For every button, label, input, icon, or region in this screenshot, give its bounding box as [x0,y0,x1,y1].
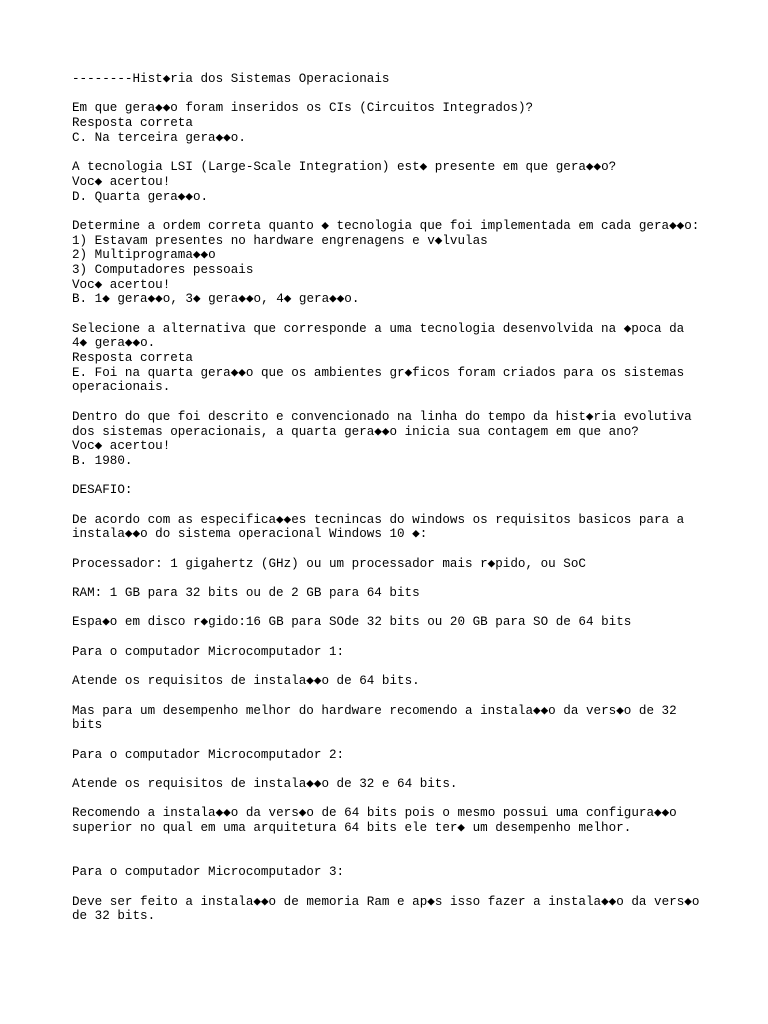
text-line: 1) Estavam presentes no hardware engrenagens e v◆lvulas [72,233,488,248]
text-line: Em que gera◆◆o foram inseridos os CIs (Circuitos Integrados)? [72,101,534,116]
text-line: B. 1◆ gera◆◆o, 3◆ gera◆◆o, 4◆ gera◆◆o. [72,292,360,307]
text-line: Para o computador Microcomputador 1: [72,644,345,659]
text-line: DESAFIO: [72,483,133,498]
text-line: Mas para um desempenho melhor do hardware recomendo a instala◆◆o da vers◆o de 32 [72,703,677,718]
text-line: Atende os requisitos de instala◆◆o de 32 e 64 bits. [72,777,458,791]
text-line [72,880,712,895]
text-line: D. Quarta gera◆◆o. [72,189,209,204]
text-line: Voc◆ acertou! [72,277,171,292]
text-line: Espa◆o em disco r◆gido:16 GB para SOde 32 bits ou 20 GB para SO de 64 bits [72,615,632,630]
text-line: bits [72,718,103,733]
text-line [72,87,712,102]
text-line [72,850,712,865]
text-line [72,630,712,645]
text-line [72,498,712,513]
text-line: Para o computador Microcomputador 3: [72,865,345,880]
text-line: Resposta correta [72,351,193,366]
text-line: Voc◆ acertou! [72,439,171,454]
text-line: Selecione a alternativa que corresponde a uma tecnologia desenvolvida na ◆poca da [72,321,685,336]
text-line: E. Foi na quarta gera◆◆o que os ambientes gr◆ficos foram criados para os sistemas [72,365,685,380]
text-line: Determine a ordem correta quanto ◆ tecnologia que foi implementada em cada gera◆◆o: [72,218,700,233]
text-line [72,762,712,777]
text-line: Atende os requisitos de instala◆◆o de 64 bits. [72,674,420,689]
text-line [72,836,712,851]
text-line [72,571,712,586]
text-line: dos sistemas operacionais, a quarta gera◆◆o inicia sua contagem em que ano? [72,424,639,439]
text-line: 4◆ gera◆◆o. [72,336,156,351]
text-line: Dentro do que foi descrito e convencionado na linha do tempo da hist◆ria evolutiva [72,409,692,424]
text-line: RAM: 1 GB para 32 bits ou de 2 GB para 64 bits [72,586,420,601]
text-line: Deve ser feito a instala◆◆o de memoria Ram e ap◆s isso fazer a instala◆◆o da vers◆o [72,894,700,909]
text-line: 2) Multiprograma◆◆o [72,248,216,263]
text-line: A tecnologia LSI (Large-Scale Integration) est◆ presente em que gera◆◆o? [72,160,617,175]
text-line [72,145,712,160]
text-line: Recomendo a instala◆◆o da vers◆o de 64 bits pois o mesmo possui uma configura◆◆o [72,806,677,821]
text-line: instala◆◆o do sistema operacional Windows 10 ◆: [72,527,428,542]
text-line: de 32 bits. [72,909,156,924]
text-line [72,733,712,748]
text-line [72,689,712,704]
text-line: Resposta correta [72,116,193,131]
text-line [72,660,712,675]
text-line [72,307,712,322]
text-line [72,542,712,557]
text-line: operacionais. [72,380,171,395]
text-line [72,395,712,410]
text-line: Para o computador Microcomputador 2: [72,747,345,762]
text-line: --------Hist◆ria dos Sistemas Operacionais [72,72,390,86]
text-line [72,204,712,219]
text-line: Processador: 1 gigahertz (GHz) ou um processador mais r◆pido, ou SoC [72,556,586,571]
text-line: Voc◆ acertou! [72,174,171,189]
text-line [72,601,712,616]
text-line [72,792,712,807]
text-line: B. 1980. [72,453,133,468]
text-line [72,469,712,484]
text-line: C. Na terceira gera◆◆o. [72,130,246,145]
document-body [72,72,712,924]
text-line: superior no qual em uma arquitetura 64 bits ele ter◆ um desempenho melhor. [72,821,632,836]
text-line: 3) Computadores pessoais [72,262,254,277]
text-line: De acordo com as especifica◆◆es tecnincas do windows os requisitos basicos para a [72,512,685,527]
